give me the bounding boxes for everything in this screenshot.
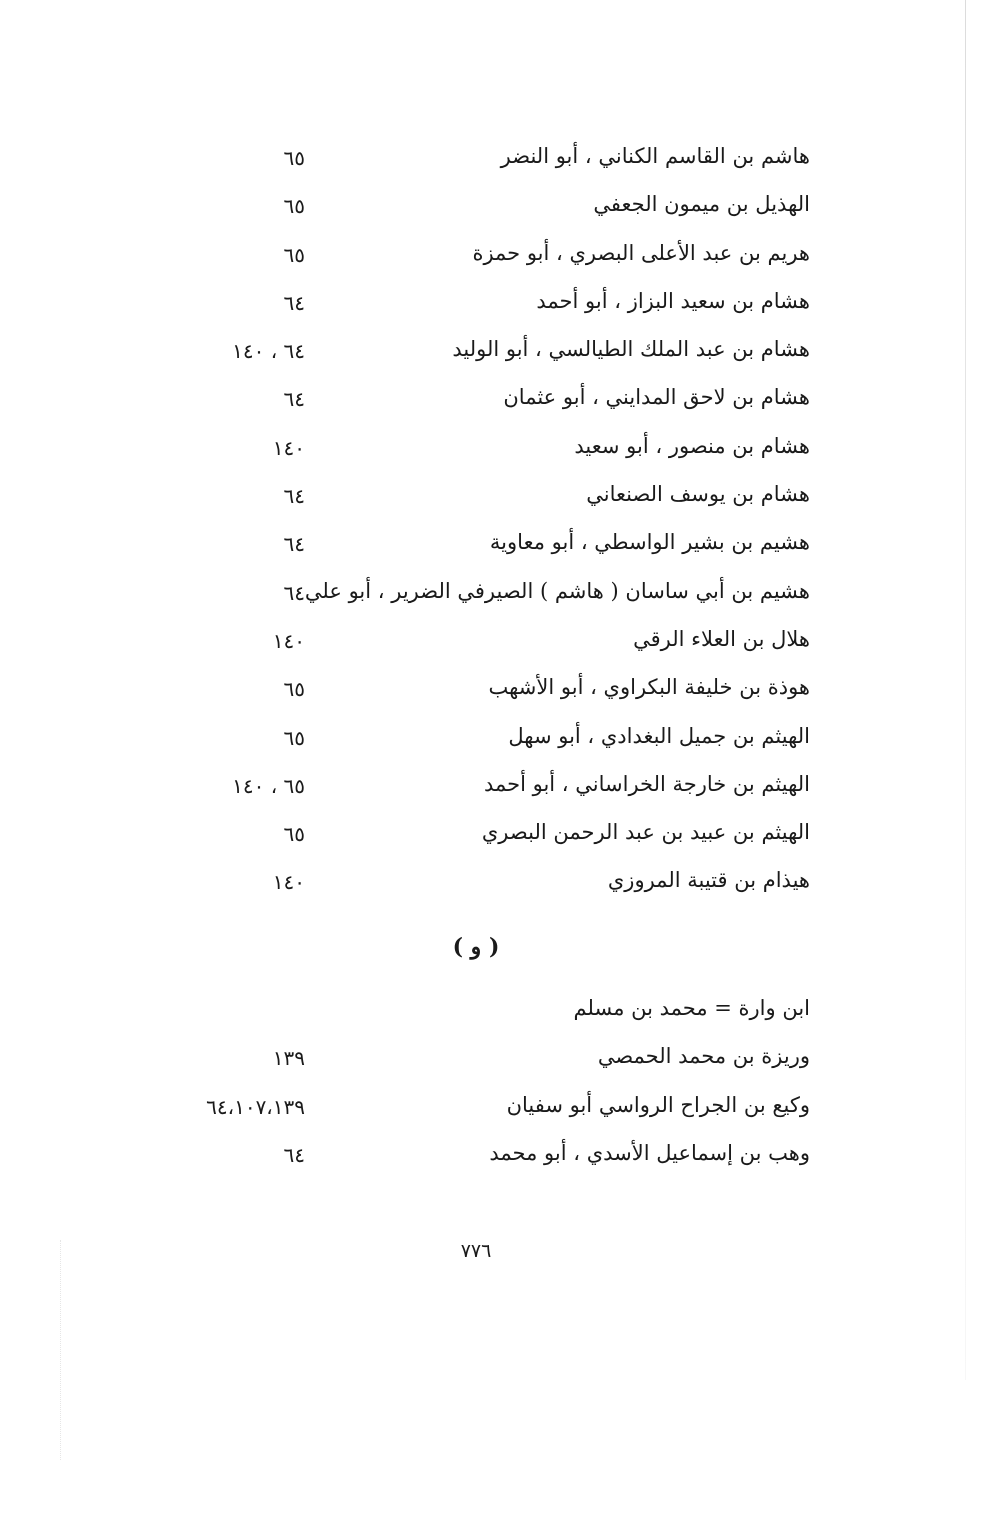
page-number: ٧٧٦	[460, 1240, 492, 1262]
entry-pages: ٦٥	[283, 242, 305, 267]
entry-name: هاشم بن القاسم الكناني ، أبو النضر	[500, 144, 810, 168]
index-entry	[150, 379, 810, 427]
entry-pages: ٦٤،١٠٧،١٣٩	[206, 1094, 305, 1119]
entry-name: وريزة بن محمد الحمصي	[597, 1044, 810, 1069]
index-entry	[150, 669, 810, 717]
entry-pages: ٦٤	[283, 532, 305, 557]
entry-name: هشام بن سعيد البزاز ، أبو أحمد	[536, 288, 810, 313]
entry-pages: ٦٥	[283, 725, 305, 750]
entry-name: ابن وارة = محمد بن مسلم	[573, 996, 810, 1020]
entry-name: هشيم بن أبي ساسان ( هاشم ) الصيرفي الضرير ، أبو علي	[304, 578, 810, 603]
entry-pages: ٦٤	[283, 387, 305, 412]
entry-pages: ٦٥ ، ١٤٠	[232, 773, 305, 798]
entry-name: هشام بن لاحق المدايني ، أبو عثمان	[503, 385, 810, 410]
entry-pages: ٦٥	[283, 194, 305, 219]
index-entry	[150, 1038, 810, 1086]
entry-pages: ١٤٠	[272, 435, 305, 460]
index-entry	[150, 428, 810, 476]
entry-name: هوذة بن خليفة البكراوي ، أبو الأشهب	[488, 675, 810, 700]
entry-name: هشيم بن بشير الواسطي ، أبو معاوية	[489, 530, 810, 555]
index-entry	[150, 573, 810, 621]
index-entry	[150, 235, 810, 283]
index-entry	[150, 476, 810, 524]
index-entry	[150, 814, 810, 862]
entry-name: الهيثم بن خارجة الخراساني ، أبو أحمد	[483, 771, 810, 796]
entry-pages: ٦٤	[283, 1142, 305, 1167]
entry-pages: ٦٥	[283, 677, 305, 702]
index-entry	[150, 1087, 810, 1135]
section-heading-waw: ( و )	[452, 934, 500, 960]
entry-pages: ٦٥	[283, 146, 305, 170]
entry-pages: ٦٤ ، ١٤٠	[232, 339, 305, 364]
index-entry	[150, 621, 810, 669]
index-entry	[150, 331, 810, 379]
entry-name: هلال بن العلاء الرقي	[633, 626, 810, 651]
index-entry	[150, 766, 810, 814]
entry-pages: ٦٥	[283, 822, 305, 847]
entry-name: هشام بن منصور ، أبو سعيد	[574, 433, 810, 458]
entry-name: هريم بن عبد الأعلى البصري ، أبو حمزة	[472, 240, 810, 265]
scan-edge-line	[965, 0, 966, 1380]
index-entry	[150, 138, 810, 186]
entry-pages: ٦٤	[283, 580, 305, 605]
entry-name: الهذيل بن ميمون الجعفي	[593, 192, 810, 217]
entry-name: الهيثم بن جميل البغدادي ، أبو سهل	[508, 723, 810, 748]
index-entry	[150, 524, 810, 572]
scan-edge-dots	[60, 1240, 62, 1460]
entry-name: هشام بن يوسف الصنعاني	[586, 482, 810, 507]
entry-pages: ١٣٩	[272, 1046, 305, 1071]
index-entry	[150, 718, 810, 766]
index-list-ha	[150, 138, 810, 911]
index-list-waw	[150, 990, 810, 1183]
entry-pages: ١٤٠	[272, 870, 305, 895]
entry-name: وكيع بن الجراح الرواسي أبو سفيان	[506, 1092, 810, 1117]
index-entry	[150, 862, 810, 910]
entry-name: هشام بن عبد الملك الطيالسي ، أبو الوليد	[452, 337, 810, 362]
entry-pages: ٦٤	[283, 290, 305, 315]
entry-name: وهب بن إسماعيل الأسدي ، أبو محمد	[489, 1140, 810, 1165]
entry-name: الهيثم بن عبيد بن عبد الرحمن البصري	[481, 820, 810, 845]
index-entry	[150, 990, 810, 1038]
index-entry	[150, 186, 810, 234]
entry-name: هيذام بن قتيبة المروزي	[607, 868, 810, 893]
entry-pages: ٦٤	[283, 484, 305, 509]
index-entry	[150, 1135, 810, 1183]
index-entry	[150, 283, 810, 331]
entry-pages: ١٤٠	[272, 628, 305, 653]
